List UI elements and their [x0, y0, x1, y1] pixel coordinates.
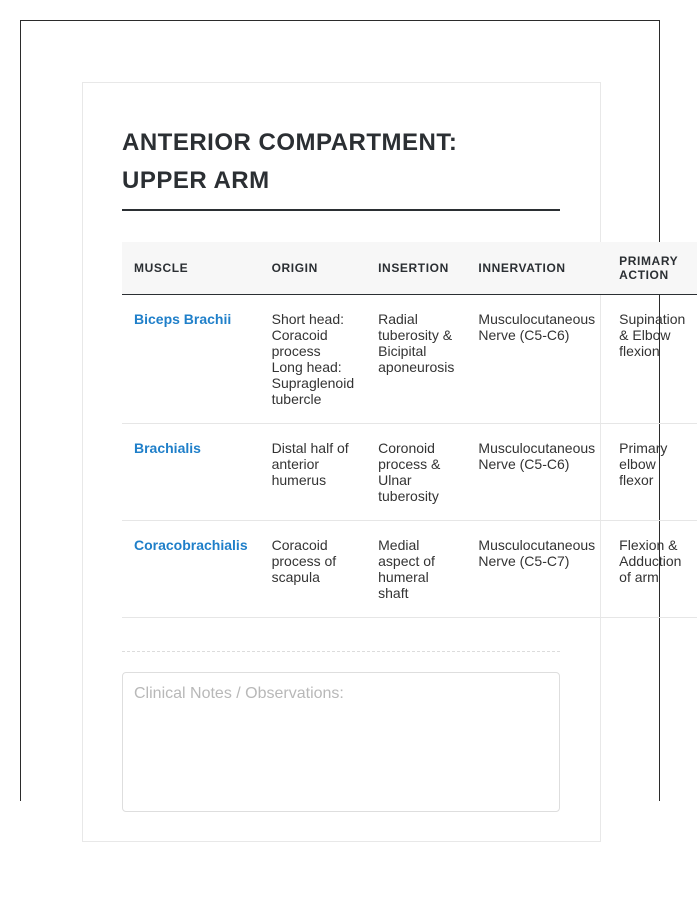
insertion-cell: Coronoid process & Ulnar tuberosity: [366, 424, 466, 521]
insertion-cell: Radial tuberosity & Bicipital aponeurosis: [366, 295, 466, 424]
page-title: ANTERIOR COMPARTMENT: UPPER ARM: [122, 129, 458, 194]
muscle-name-link[interactable]: Biceps Brachii: [122, 295, 260, 424]
table-row: [122, 424, 697, 521]
table-row: [122, 521, 697, 618]
origin-cell: Coracoid process of scapula: [260, 521, 367, 618]
action-cell: Supination & Elbow flexion: [607, 295, 697, 424]
header-insertion: INSERTION: [366, 242, 466, 295]
innervation-cell: Musculocutaneous Nerve (C5-C6): [466, 424, 607, 521]
header-innervation: INNERVATION: [466, 242, 607, 295]
muscle-name-link[interactable]: Brachialis: [122, 424, 260, 521]
insertion-cell: Medial aspect of humeral shaft: [366, 521, 466, 618]
muscle-table: [122, 242, 697, 618]
origin-cell: Distal half of anterior humerus: [260, 424, 367, 521]
origin-cell: Short head: Coracoid process Long head: Supraglenoid tubercle: [260, 295, 367, 424]
action-cell: Primary elbow flexor: [607, 424, 697, 521]
section-divider: [122, 651, 560, 652]
header-origin: ORIGIN: [260, 242, 367, 295]
innervation-cell: Musculocutaneous Nerve (C5-C7): [466, 521, 607, 618]
clinical-notes-field[interactable]: [122, 672, 560, 812]
title-divider: [122, 209, 560, 211]
table-row: [122, 295, 697, 424]
muscle-name-link[interactable]: Coracobrachialis: [122, 521, 260, 618]
table-header-row: [122, 242, 697, 295]
innervation-cell: Musculocutaneous Nerve (C5-C6): [466, 295, 607, 424]
page-frame: [20, 20, 686, 801]
action-cell: Flexion & Adduction of arm: [607, 521, 697, 618]
header-primary-action: PRIMARY ACTION: [607, 242, 697, 295]
header-muscle: MUSCLE: [122, 242, 260, 295]
